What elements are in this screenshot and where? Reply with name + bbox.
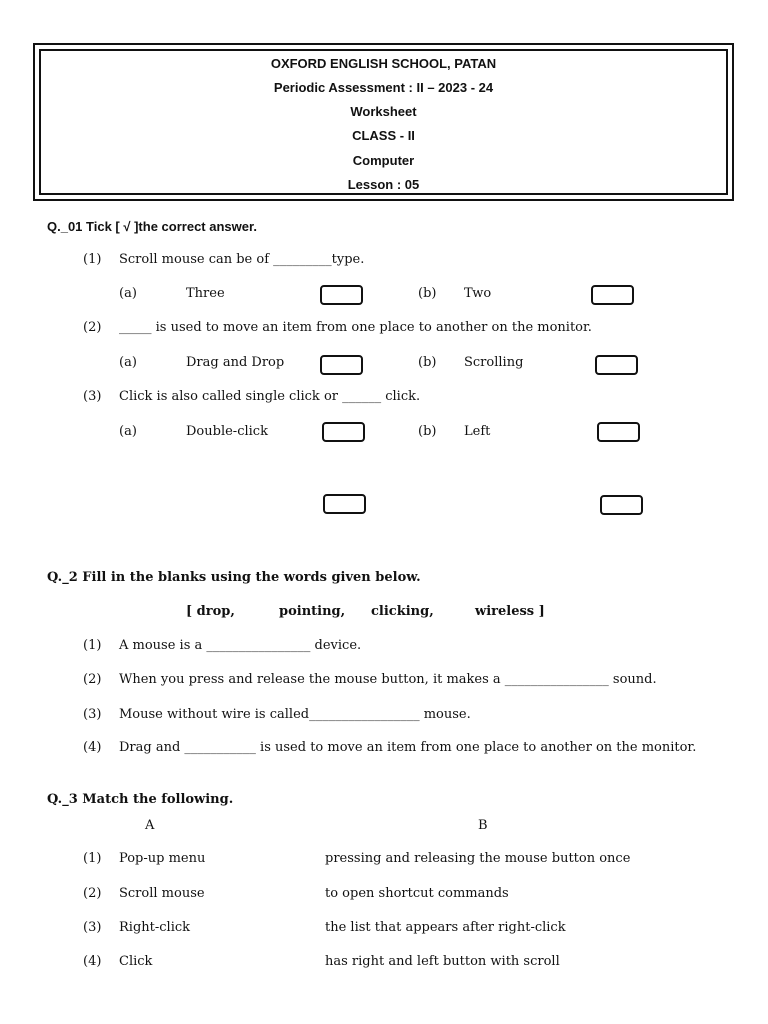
q1-item-question: _____ is used to move an item from one place to another on the monitor. bbox=[119, 320, 592, 335]
q2-item-sentence: When you press and release the mouse button, it makes a ________________ sound. bbox=[119, 672, 657, 687]
tick-box[interactable] bbox=[320, 355, 363, 375]
option-a-text: Double-click bbox=[186, 424, 268, 439]
option-a-text: Three bbox=[186, 286, 225, 301]
tick-box[interactable] bbox=[595, 355, 638, 375]
school-name: OXFORD ENGLISH SCHOOL, PATAN bbox=[270, 56, 497, 71]
q3-term: Right-click bbox=[119, 920, 191, 935]
class-label: CLASS - II bbox=[352, 128, 415, 143]
column-b-header: B bbox=[478, 818, 488, 833]
q2-item-sentence: A mouse is a ________________ device. bbox=[119, 638, 362, 653]
q1-item-number: (1) bbox=[83, 252, 102, 267]
q2-heading: Q._2 Fill in the blanks using the words given below. bbox=[47, 570, 421, 585]
option-a-label: (a) bbox=[119, 355, 137, 370]
column-a-header: A bbox=[145, 818, 155, 833]
q3-term: Scroll mouse bbox=[119, 886, 205, 901]
tick-box[interactable] bbox=[600, 495, 643, 515]
word-bank-item: wireless ] bbox=[475, 604, 545, 619]
option-b-text: Scrolling bbox=[464, 355, 524, 370]
tick-box[interactable] bbox=[322, 422, 365, 442]
q1-item-number: (2) bbox=[83, 320, 102, 335]
q3-definition: the list that appears after right-click bbox=[325, 920, 566, 935]
q3-definition: to open shortcut commands bbox=[325, 886, 509, 901]
q1-heading: Q._01 Tick [ √ ]the correct answer. bbox=[47, 219, 257, 234]
q1-item-question: Scroll mouse can be of _________type. bbox=[119, 252, 365, 267]
header-inner-border bbox=[39, 49, 728, 195]
q3-row-number: (4) bbox=[83, 954, 102, 969]
tick-box[interactable] bbox=[323, 494, 366, 514]
option-a-label: (a) bbox=[119, 286, 137, 301]
word-bank-item: pointing, bbox=[279, 604, 346, 619]
word-bank-item: clicking, bbox=[371, 604, 434, 619]
q2-item-number: (1) bbox=[83, 638, 102, 653]
header-box bbox=[33, 43, 734, 201]
tick-box[interactable] bbox=[597, 422, 640, 442]
q2-item-number: (4) bbox=[83, 740, 102, 755]
option-b-text: Left bbox=[464, 424, 491, 439]
q2-item-number: (2) bbox=[83, 672, 102, 687]
option-a-label: (a) bbox=[119, 424, 137, 439]
subject-label: Computer bbox=[352, 153, 415, 168]
q2-item-number: (3) bbox=[83, 707, 102, 722]
lesson-label: Lesson : 05 bbox=[347, 177, 420, 192]
q3-definition: has right and left button with scroll bbox=[325, 954, 560, 969]
tick-box[interactable] bbox=[591, 285, 634, 305]
word-bank-item: [ drop, bbox=[186, 604, 235, 619]
q3-term: Pop-up menu bbox=[119, 851, 206, 866]
q3-row-number: (1) bbox=[83, 851, 102, 866]
q3-heading: Q._3 Match the following. bbox=[47, 792, 234, 807]
q1-item-question: Click is also called single click or ______ click. bbox=[119, 389, 421, 404]
q1-item-number: (3) bbox=[83, 389, 102, 404]
option-a-text: Drag and Drop bbox=[186, 355, 285, 370]
option-b-text: Two bbox=[464, 286, 492, 301]
q2-item-sentence: Mouse without wire is called_________________ mouse. bbox=[119, 707, 471, 722]
q3-term: Click bbox=[119, 954, 153, 969]
tick-box[interactable] bbox=[320, 285, 363, 305]
document-type: Worksheet bbox=[350, 104, 417, 119]
q2-item-sentence: Drag and ___________ is used to move an item from one place to another on the monitor. bbox=[119, 740, 697, 755]
q3-row-number: (2) bbox=[83, 886, 102, 901]
q3-definition: pressing and releasing the mouse button once bbox=[325, 851, 631, 866]
option-b-label: (b) bbox=[418, 355, 437, 370]
option-b-label: (b) bbox=[418, 424, 437, 439]
q3-row-number: (3) bbox=[83, 920, 102, 935]
option-b-label: (b) bbox=[418, 286, 437, 301]
assessment-title: Periodic Assessment : II – 2023 - 24 bbox=[273, 80, 494, 95]
